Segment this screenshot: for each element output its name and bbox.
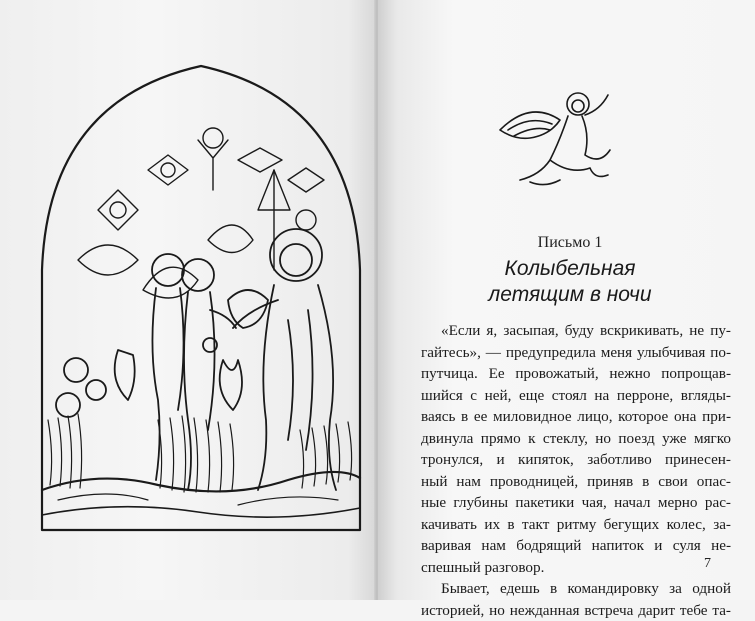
text-line: Бывает, едешь в командировку за одной	[421, 578, 731, 600]
chapter-title	[440, 256, 700, 308]
text-line: двинула прямо к стеклу, но поезд уже мягко	[421, 428, 731, 450]
text-line: ваясь в ее миловидное лицо, которое она при-	[421, 406, 731, 428]
text-line: «Если я, засыпая, буду вскрикивать, не пу-	[421, 320, 731, 342]
engraving-illustration	[38, 60, 364, 536]
text-line: шийся с ней, еще стоял на перроне, вгляды-	[421, 385, 731, 407]
text-line: путчица. Ее провожатый, нежно попрощав-	[421, 363, 731, 385]
flying-angel-icon	[490, 80, 620, 200]
text-line: тронулся, и кипяток, заботливо принесен-	[421, 449, 731, 471]
text-line: ный нам проводницей, приняв в свои опас-	[421, 471, 731, 493]
text-line: историей, но нежданная встреча дарит тебе та-	[421, 600, 731, 621]
left-page	[0, 0, 378, 600]
text-line: варивая нам бодрящий напиток и суля не-	[421, 535, 731, 557]
text-line: ные глубины пакетики чая, начал мерно рас-	[421, 492, 731, 514]
text-line: гайтесь», — предупредила меня улыбчивая по-	[421, 342, 731, 364]
text-line: спешный разговор.	[421, 557, 731, 579]
chapter-title-line2: летящим в ночи	[440, 282, 700, 308]
chapter-title-line1: Колыбельная	[440, 256, 700, 282]
text-line: качивать их в такт ритму бегущих колес, за-	[421, 514, 731, 536]
page-number: 7	[704, 556, 711, 572]
letter-number: Письмо 1	[470, 234, 670, 252]
body-text	[421, 320, 731, 621]
